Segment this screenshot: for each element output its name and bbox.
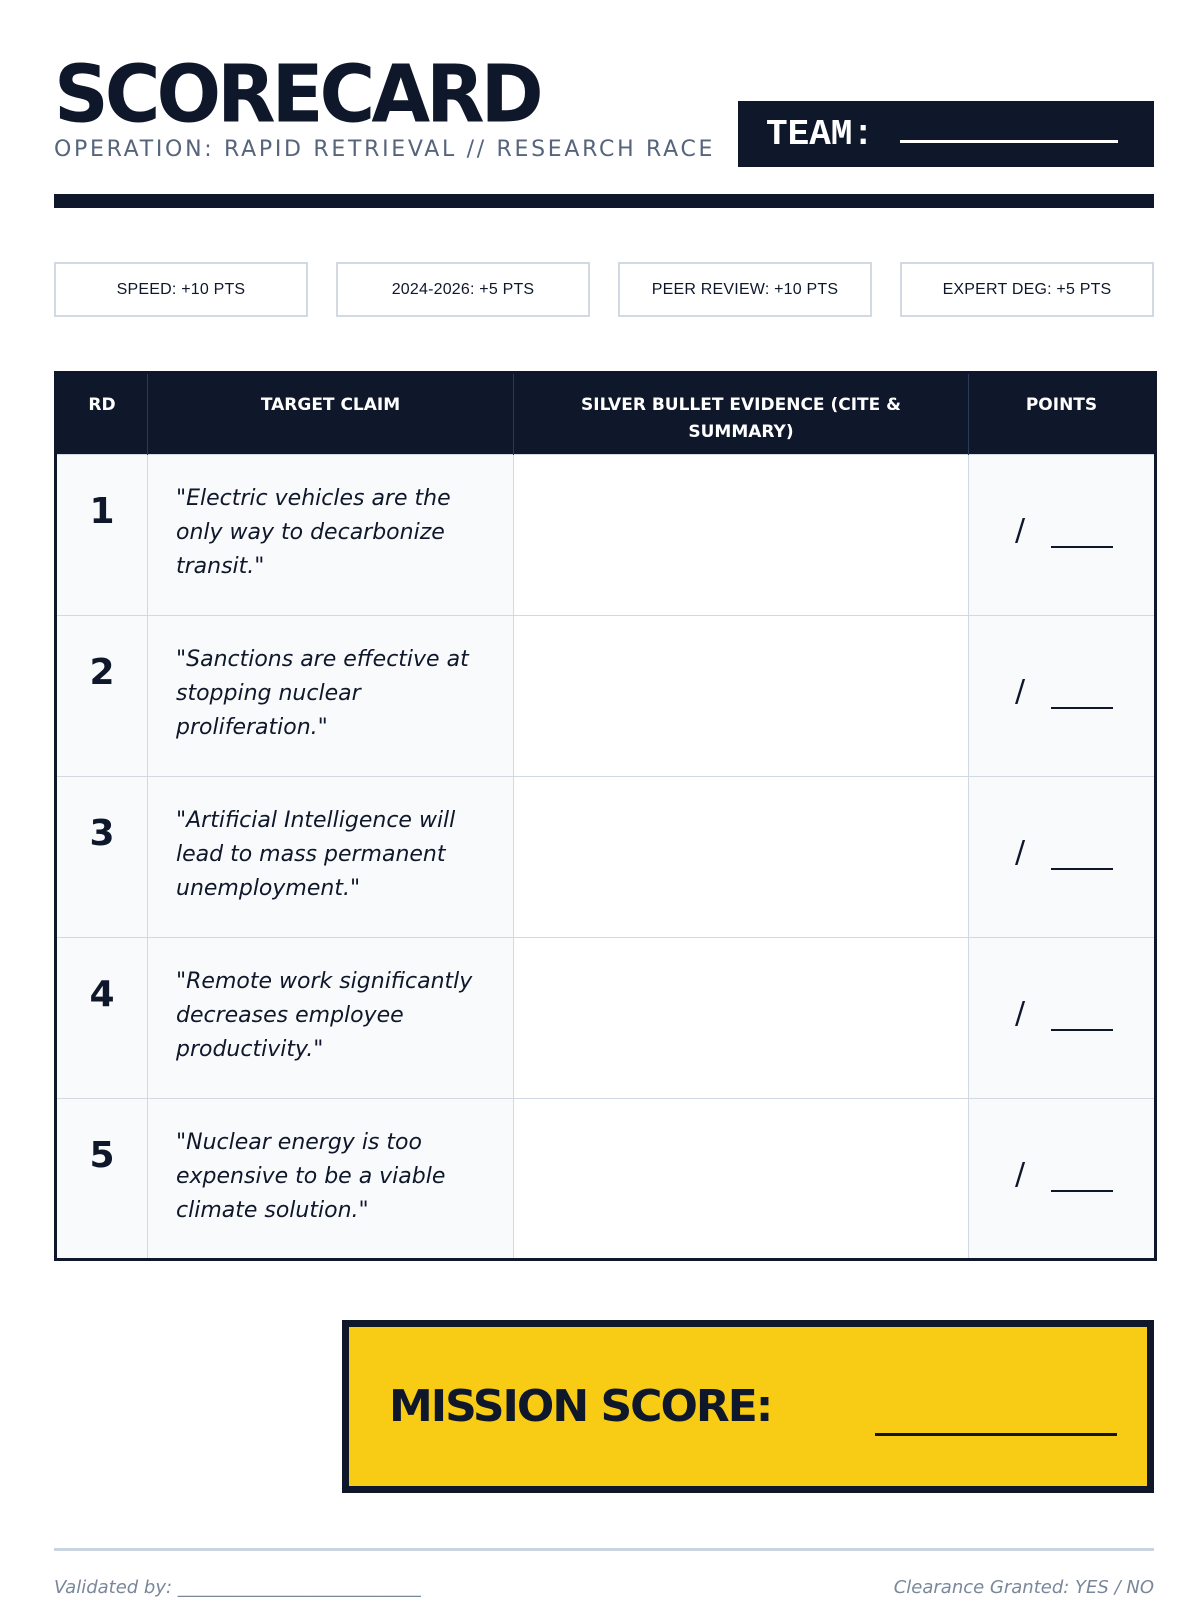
evidence-cell[interactable] — [514, 777, 969, 938]
round-number: 4 — [56, 938, 148, 1099]
round-number: 2 — [56, 616, 148, 777]
points-blank — [1051, 546, 1113, 548]
column-header-points: POINTS — [969, 373, 1156, 455]
bonus-recency: 2024-2026: +5 PTS — [336, 262, 590, 317]
scorecard-table — [54, 371, 1157, 1261]
table-row — [56, 455, 1156, 616]
header-divider — [54, 194, 1154, 208]
points-blank — [1051, 707, 1113, 709]
points-separator: / — [1015, 1157, 1026, 1192]
table-row — [56, 1099, 1156, 1260]
table-row — [56, 938, 1156, 1099]
clearance-granted: Clearance Granted: YES / NO — [893, 1577, 1154, 1598]
points-blank — [1051, 1190, 1113, 1192]
page-subtitle: OPERATION: RAPID RETRIEVAL // RESEARCH RACE — [54, 137, 716, 162]
bonus-expert-degree: EXPERT DEG: +5 PTS — [900, 262, 1154, 317]
target-claim: "Remote work significantly decreases employee productivity." — [148, 938, 514, 1099]
round-number: 5 — [56, 1099, 148, 1260]
points-cell[interactable] — [969, 455, 1156, 616]
points-cell[interactable] — [969, 938, 1156, 1099]
table-row — [56, 777, 1156, 938]
column-header-rd: RD — [56, 373, 148, 455]
points-cell[interactable] — [969, 616, 1156, 777]
validated-by: Validated by: ___________________________ — [54, 1577, 421, 1598]
points-blank — [1051, 868, 1113, 870]
target-claim: "Artificial Intelligence will lead to mass permanent unemployment." — [148, 777, 514, 938]
mission-score-box — [342, 1320, 1154, 1493]
target-claim: "Electric vehicles are the only way to decarbonize transit." — [148, 455, 514, 616]
mission-score-blank[interactable] — [875, 1433, 1117, 1436]
target-claim: "Nuclear energy is too expensive to be a viable climate solution." — [148, 1099, 514, 1260]
evidence-cell[interactable] — [514, 616, 969, 777]
points-separator: / — [1015, 674, 1026, 709]
team-field — [738, 101, 1154, 167]
bonus-peer-review: PEER REVIEW: +10 PTS — [618, 262, 872, 317]
points-separator: / — [1015, 513, 1026, 548]
points-separator: / — [1015, 835, 1026, 870]
points-blank — [1051, 1029, 1113, 1031]
bonus-list — [54, 262, 1154, 317]
page-title: SCORECARD — [54, 46, 540, 141]
team-name-blank[interactable] — [900, 125, 1118, 143]
points-cell[interactable] — [969, 1099, 1156, 1260]
evidence-cell[interactable] — [514, 455, 969, 616]
mission-score-label: MISSION SCORE: — [389, 1381, 772, 1432]
table-row — [56, 616, 1156, 777]
round-number: 1 — [56, 455, 148, 616]
footer-divider — [54, 1548, 1154, 1551]
team-label: TEAM: — [766, 113, 875, 155]
round-number: 3 — [56, 777, 148, 938]
bonus-speed: SPEED: +10 PTS — [54, 262, 308, 317]
evidence-cell[interactable] — [514, 1099, 969, 1260]
points-separator: / — [1015, 996, 1026, 1031]
evidence-cell[interactable] — [514, 938, 969, 1099]
target-claim: "Sanctions are effective at stopping nuclear proliferation." — [148, 616, 514, 777]
points-cell[interactable] — [969, 777, 1156, 938]
column-header-evidence: SILVER BULLET EVIDENCE (CITE & SUMMARY) — [514, 373, 969, 455]
table-header-row — [56, 373, 1156, 455]
column-header-claim: TARGET CLAIM — [148, 373, 514, 455]
